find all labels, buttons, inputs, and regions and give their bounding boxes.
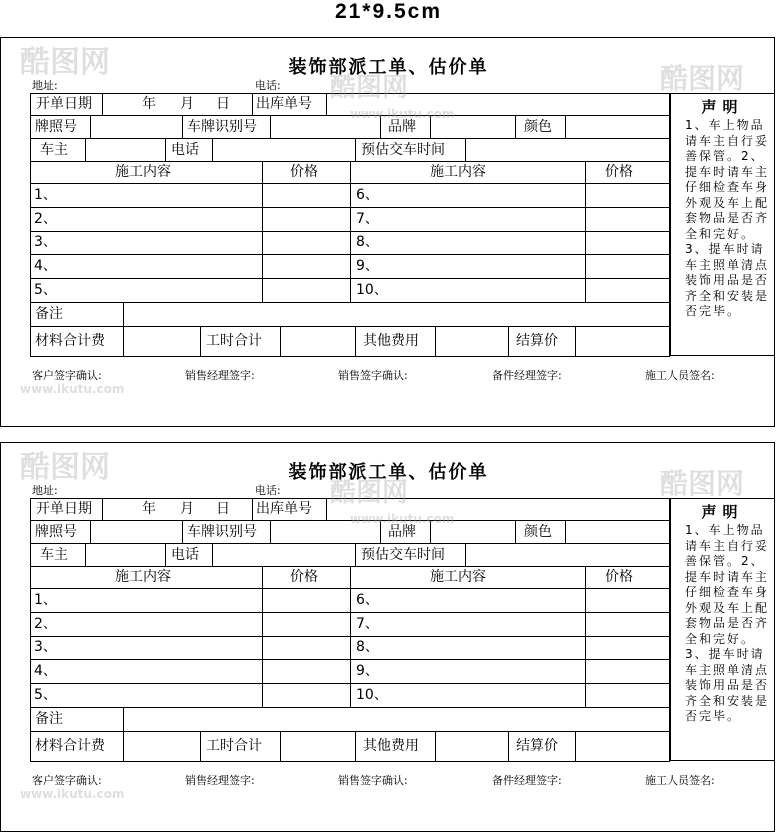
other-fee-label: 其他费用	[363, 333, 419, 349]
remark-label: 备注	[35, 306, 63, 322]
year-label: 年	[142, 501, 156, 517]
open-date-label: 开单日期	[36, 96, 92, 112]
item-right: 10、	[356, 282, 388, 298]
size-caption: 21*9.5cm	[334, 0, 443, 23]
plate-no-label: 牌照号	[35, 524, 77, 540]
item-right: 8、	[356, 639, 379, 655]
item-left: 5、	[34, 687, 57, 703]
outbound-no-label: 出库单号	[256, 96, 312, 112]
owner-label: 车主	[40, 142, 68, 158]
item-right: 9、	[356, 258, 379, 274]
worker-signature-label: 施工人员签名:	[645, 369, 715, 382]
plate-recognition-label: 车牌识别号	[187, 524, 257, 540]
item-right: 6、	[356, 187, 379, 203]
day-label: 日	[216, 96, 230, 112]
watermark-url: www.ikutu.com	[350, 107, 455, 121]
parts-manager-signature-label: 备件经理签字:	[492, 774, 562, 787]
item-right: 10、	[356, 687, 388, 703]
item-left: 4、	[34, 258, 57, 274]
item-right: 7、	[356, 211, 379, 227]
watermark-logo: 酷图网	[660, 467, 745, 500]
sales-manager-signature-label: 销售经理签字:	[185, 774, 255, 787]
price-header-right: 价格	[605, 569, 633, 585]
material-total-label: 材料合计费	[35, 738, 105, 754]
item-left: 4、	[34, 663, 57, 679]
item-left: 5、	[34, 282, 57, 298]
customer-signature-label: 客户签字确认:	[32, 774, 102, 787]
price-header-left: 价格	[290, 569, 318, 585]
watermark-logo: 酷图网	[20, 45, 110, 80]
est-delivery-label: 预估交车时间	[361, 142, 445, 158]
price-header-right: 价格	[605, 164, 633, 180]
declaration-box	[670, 93, 775, 356]
open-date-label: 开单日期	[36, 501, 92, 517]
remark-label: 备注	[35, 711, 63, 727]
watermark-logo: 酷图网	[330, 478, 409, 508]
content-header-right: 施工内容	[430, 569, 486, 585]
est-delivery-label: 预估交车时间	[361, 547, 445, 563]
price-header-left: 价格	[290, 164, 318, 180]
sales-signature-label: 销售签字确认:	[338, 369, 408, 382]
watermark-logo: 酷图网	[330, 73, 409, 103]
item-right: 7、	[356, 616, 379, 632]
address-label: 地址:	[32, 79, 58, 92]
settlement-label: 结算价	[516, 738, 558, 754]
phone-label: 电话:	[255, 484, 281, 497]
item-left: 2、	[34, 616, 57, 632]
owner-label: 车主	[40, 547, 68, 563]
material-total-label: 材料合计费	[35, 333, 105, 349]
brand-label: 品牌	[388, 119, 416, 135]
outbound-no-label: 出库单号	[256, 501, 312, 517]
work-order-form	[0, 442, 777, 834]
item-left: 3、	[34, 639, 57, 655]
declaration-title: 声明	[701, 503, 744, 521]
watermark-url: www.ikutu.com	[20, 382, 125, 396]
plate-no-label: 牌照号	[35, 119, 77, 135]
order-table	[30, 93, 670, 356]
item-left: 1、	[34, 592, 57, 608]
work-order-form	[0, 37, 777, 429]
day-label: 日	[216, 501, 230, 517]
settlement-label: 结算价	[516, 333, 558, 349]
item-left: 3、	[34, 234, 57, 250]
owner-phone-label: 电话	[171, 142, 199, 158]
form-title: 装饰部派工单、估价单	[288, 57, 489, 78]
watermark-url: www.ikutu.com	[20, 787, 125, 801]
month-label: 月	[180, 501, 194, 517]
phone-label: 电话:	[255, 79, 281, 92]
labor-total-label: 工时合计	[206, 333, 262, 349]
item-right: 9、	[356, 663, 379, 679]
address-label: 地址:	[32, 484, 58, 497]
form-title: 装饰部派工单、估价单	[288, 462, 489, 483]
sales-manager-signature-label: 销售经理签字:	[185, 369, 255, 382]
declaration-box	[670, 498, 775, 761]
other-fee-label: 其他费用	[363, 738, 419, 754]
owner-phone-label: 电话	[171, 547, 199, 563]
color-label: 颜色	[524, 524, 552, 540]
worker-signature-label: 施工人员签名:	[645, 774, 715, 787]
declaration-title: 声明	[701, 98, 744, 116]
declaration-text: 1、车上物品请车主自行妥善保管。2、提车时请车主仔细检查车身外观及车上配套物品是否齐全和完好。3、提车时请车主照单清点装饰用品是否齐全和安装是否完毕。	[685, 118, 770, 318]
year-label: 年	[142, 96, 156, 112]
content-header-left: 施工内容	[115, 569, 171, 585]
color-label: 颜色	[524, 119, 552, 135]
content-header-left: 施工内容	[115, 164, 171, 180]
watermark-logo: 酷图网	[20, 450, 110, 485]
item-left: 1、	[34, 187, 57, 203]
item-left: 2、	[34, 211, 57, 227]
declaration-text: 1、车上物品请车主自行妥善保管。2、提车时请车主仔细检查车身外观及车上配套物品是否齐全和完好。3、提车时请车主照单清点装饰用品是否齐全和安装是否完毕。	[685, 523, 770, 723]
sales-signature-label: 销售签字确认:	[338, 774, 408, 787]
labor-total-label: 工时合计	[206, 738, 262, 754]
customer-signature-label: 客户签字确认:	[32, 369, 102, 382]
item-right: 6、	[356, 592, 379, 608]
order-table	[30, 498, 670, 761]
brand-label: 品牌	[388, 524, 416, 540]
watermark-logo: 酷图网	[660, 62, 745, 95]
month-label: 月	[180, 96, 194, 112]
plate-recognition-label: 车牌识别号	[187, 119, 257, 135]
item-right: 8、	[356, 234, 379, 250]
watermark-url: www.ikutu.com	[350, 512, 455, 526]
parts-manager-signature-label: 备件经理签字:	[492, 369, 562, 382]
content-header-right: 施工内容	[430, 164, 486, 180]
